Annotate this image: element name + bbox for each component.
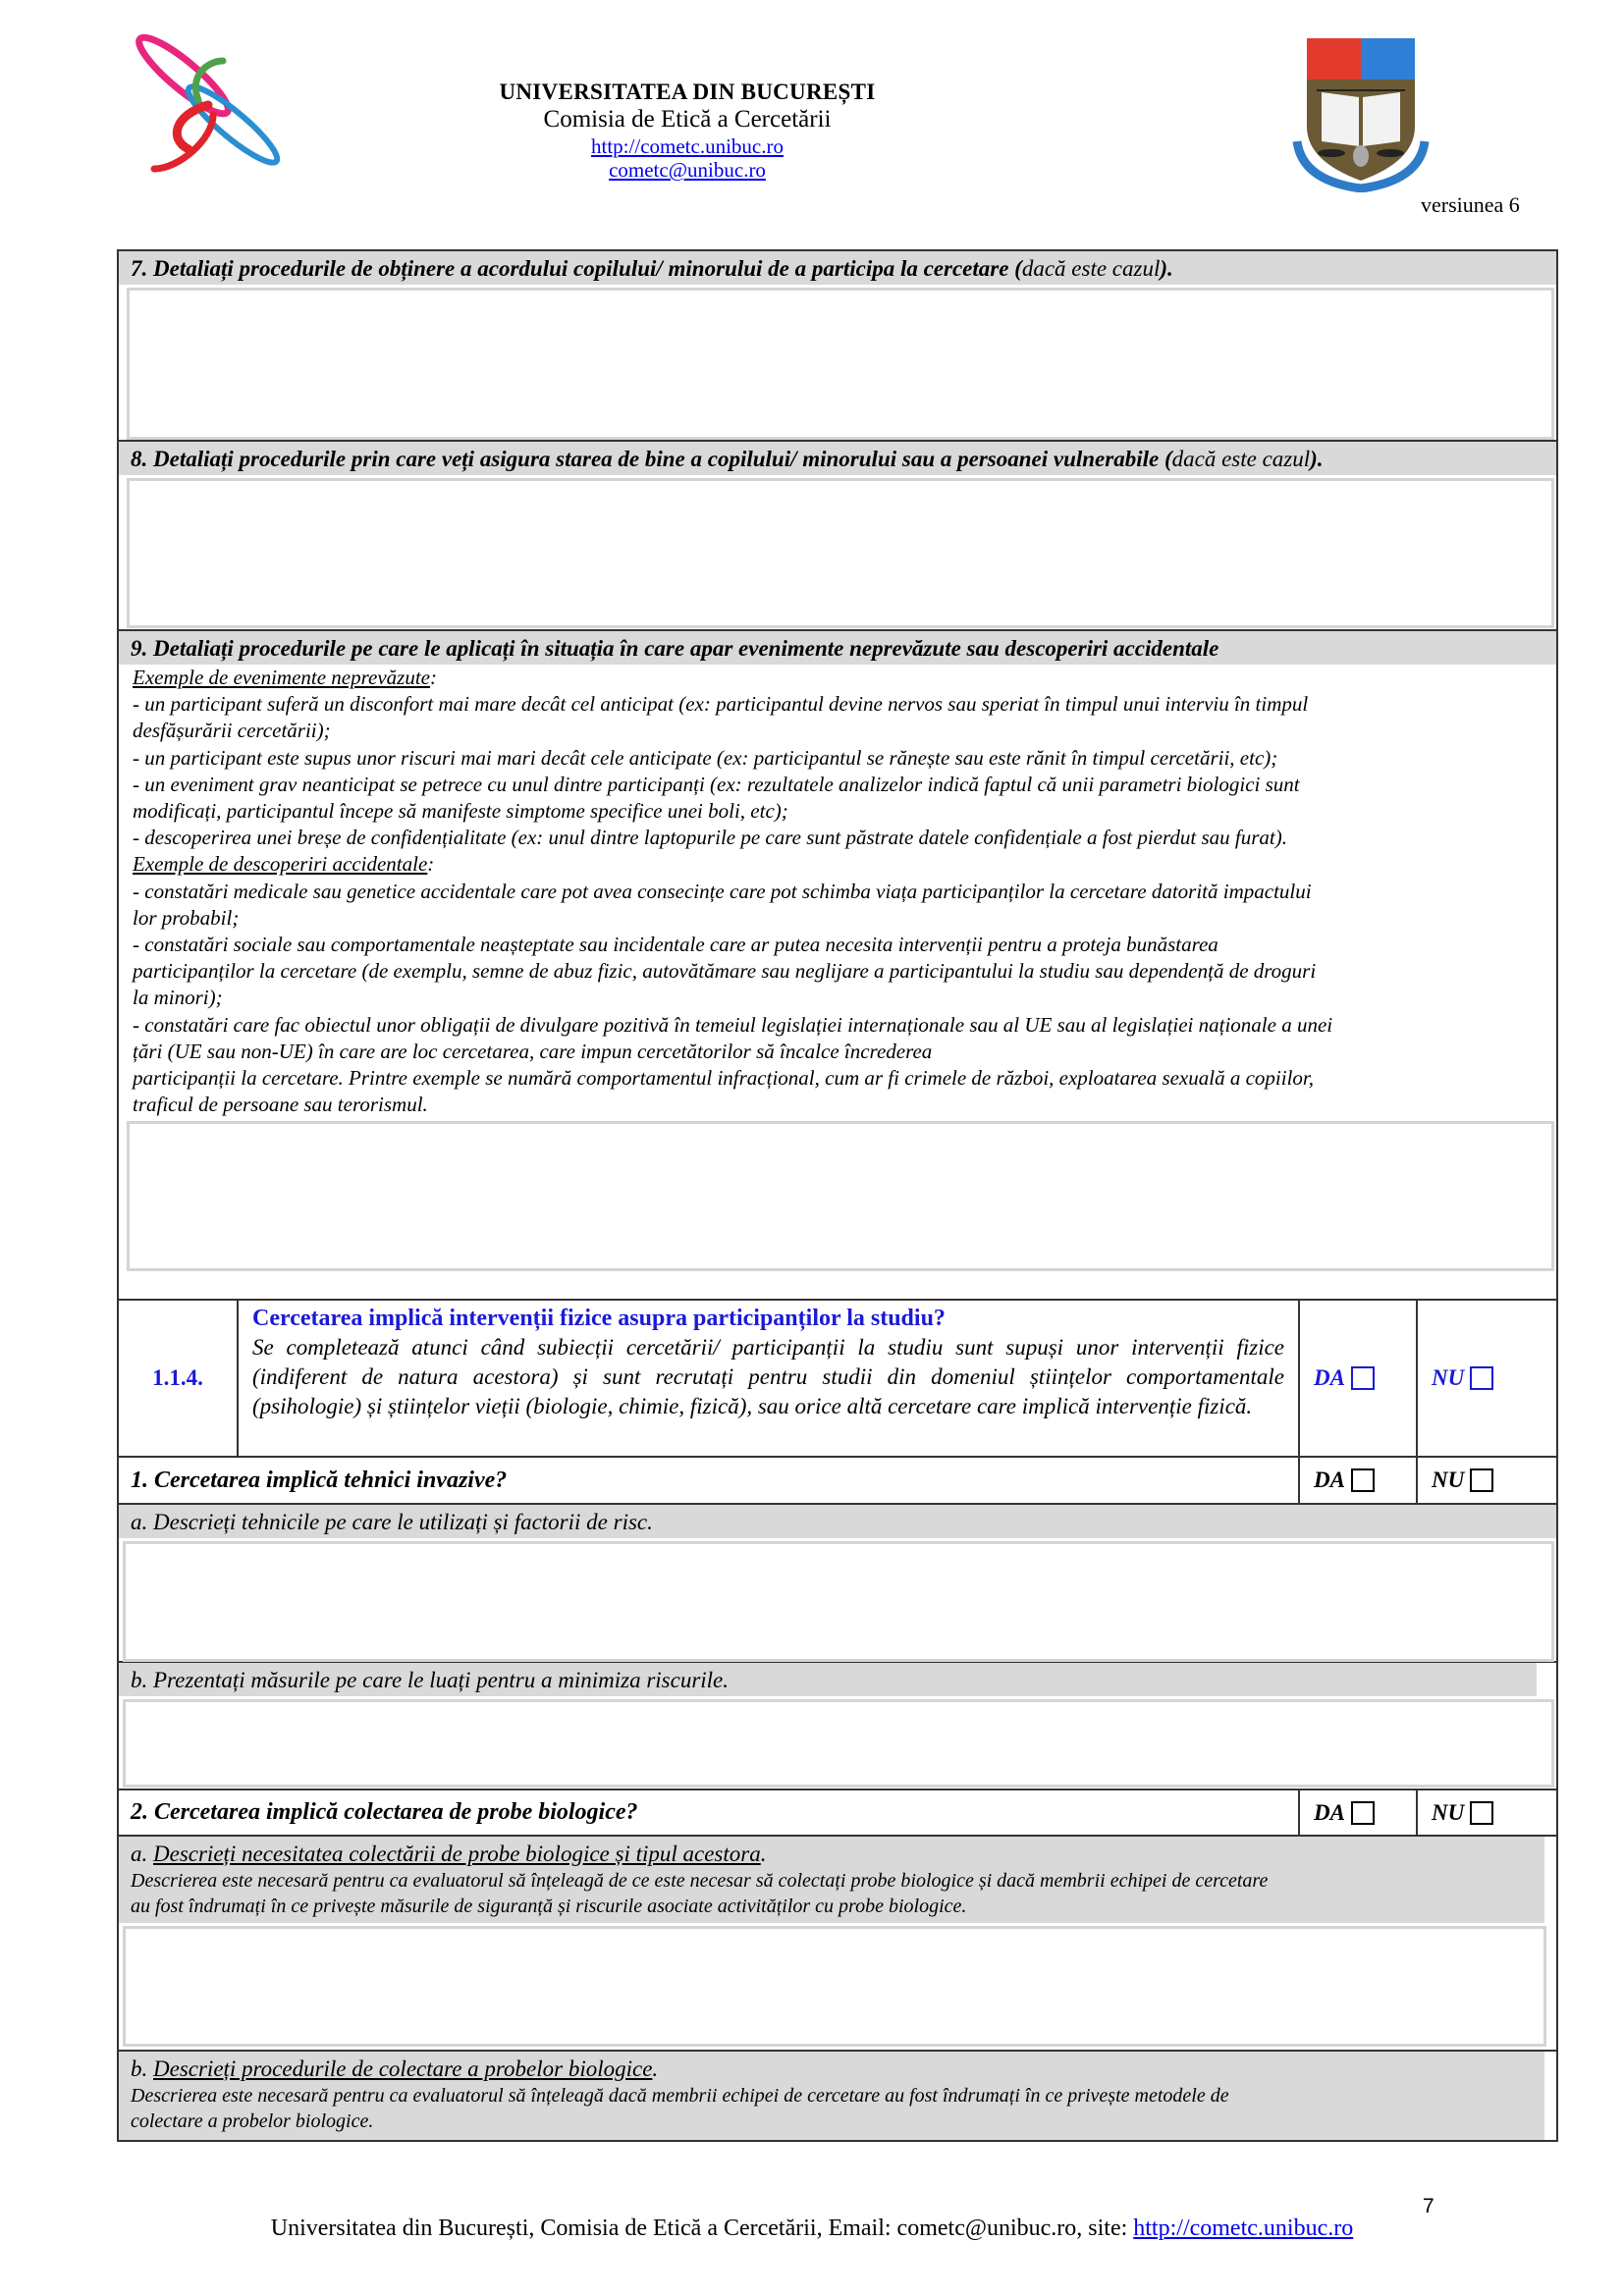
yes-checkbox[interactable] [1351, 1366, 1375, 1390]
invasive-a-answer-field[interactable] [123, 1541, 1554, 1662]
section-1-1-4-text [239, 1301, 1300, 1456]
biosamples-b-help: Descrierea este necesară pentru ca evaluatorul să înțeleagă dacă membrii echipei de cercetare au fost îndrumați în ce privește metodele de [131, 2085, 1229, 2107]
university-name: UNIVERSITATEA DIN BUCUREȘTI [499, 80, 876, 104]
biosamples-a-section [119, 1837, 1556, 2052]
footer-text: Universitatea din București, Comisia de Etică a Cercetării, Email: cometc@unibuc.ro, site: [270, 2216, 1134, 2241]
accidental-heading: Exemple de descoperiri accidentale [133, 852, 428, 877]
page-footer [0, 2216, 1624, 2242]
example-line: - un participant este supus unor riscuri mai mari decât cele anticipate (ex: participantul se rănește sau este rănit în timpul cercetării, etc); [133, 745, 1278, 770]
biosamples-no-checkbox[interactable] [1470, 1801, 1493, 1825]
example-line: - constatări care fac obiectul unor obligații de divulgare pozitivă în temeiul legislației internaționale sau al UE sau al legislației naționale a unei [133, 1012, 1333, 1037]
yes-label: DA [1314, 1468, 1345, 1492]
no-option[interactable] [1418, 1301, 1556, 1456]
yes-label: DA [1314, 1799, 1345, 1825]
example-line: participanții la cercetare. Printre exemple se numără comportamentul infracțional, cum ar fi crimele de război, exploatarea sexuală a copiilor, [133, 1066, 1315, 1091]
q9-answer-field[interactable] [127, 1121, 1554, 1271]
no-label: NU [1432, 1365, 1465, 1390]
section-1-1-4 [119, 1301, 1556, 1458]
q7-answer-field[interactable] [127, 288, 1554, 440]
email-link[interactable]: cometc@unibuc.ro [609, 158, 766, 183]
page-number: 7 [1423, 2195, 1435, 2217]
no-label: NU [1432, 1799, 1465, 1825]
invasive-a-section [119, 1505, 1556, 1663]
q9-examples: Exemple de evenimente neprevăzute: - un participant suferă un disconfort mai mare decât cel anticipat (ex: participantul devine nervos sau speriat în timpul unui interviu în timpul desfășurării cercetării); - un participant este supus unor riscuri mai mari decât cele anticipate (ex: participantul se rănește sau este rănit în timpul cercetării, etc); - un eveniment grav neanticipat se petrece cu unul dintre participanți (ex: rezultatele analizelor indică faptul că unii parametri biologici sunt modificați, participantul începe să manifeste simptome specifice unei boli, etc); - descoperirea unei breșe de confidențialitate (ex: unul dintre laptopurile pe care sunt păstrate datele confidențiale a fost pierdut sau furat). Exemple de descoperiri accidentale: - constatări medicale sau genetice accidentale care pot avea consecințe care pot schimba viața participanților la cercetare datorită impactului lor probabil; - constatări sociale sau comportamentale neașteptate sau incidentale care ar putea necesita intervenții pentru a proteja bunăstarea participanților la cercetare (de exemplu, semne de abuz fizic, autovătămare sau neglijare a participantului la studiu sau dependență de droguri la minori); - constatări care fac obiectul unor obligații de divulgare pozitivă în temeiul legislației internaționale sau al UE sau al legislației naționale a unei țări (UE sau non-UE) în care are loc cercetarea, care impun cercetătorilor să încalce încrederea participanții la cercetare. Printre exemple se numără comportamentul infracțional, cum ar fi crimele de război, exploatarea sexuală a copiilor, traficul de persoane sau terorismul. [119, 665, 1556, 1118]
version-label: versiunea 6 [1421, 192, 1520, 217]
example-line: modificați, participantul începe să manifeste simptome specifice unei boli, etc); [133, 799, 788, 824]
biosamples-b-header [119, 2052, 1544, 2140]
ethics-form-table [117, 249, 1558, 2142]
website-link[interactable]: http://cometc.unibuc.ro [591, 133, 784, 158]
q8-title: 8. Detaliați procedurile prin care veți asigura starea de bine a copilului/ minorului sau a persoanei vulnerabile (dacă este cazul). [119, 442, 1556, 475]
example-line: traficul de persoane sau terorismul. [133, 1093, 428, 1117]
biosamples-b-label: Descrieți procedurile de colectare a probelor biologice [153, 2056, 653, 2081]
section-description: Se completează atunci când subiecții cercetării/ participanții la studiu sunt supuși unor intervenții fizice (indiferent de natura acestora) și sunt recrutați pentru studii din domeniul științelor comportamentale (psihologie) și științelor vieții (biologie, chimie, fizică), sau orice altă cercetare care implică intervenție fizică. [252, 1335, 1284, 1418]
biosamples-a-header [119, 1837, 1544, 1923]
university-crest-icon [1292, 33, 1430, 192]
yes-option[interactable] [1300, 1301, 1418, 1456]
example-line: lor probabil; [133, 905, 240, 930]
footer-site-link[interactable]: http://cometc.unibuc.ro [1133, 2216, 1354, 2241]
biosamples-yes-option[interactable] [1300, 1790, 1418, 1835]
invasive-yes-checkbox[interactable] [1351, 1468, 1375, 1492]
biosamples-question-row [119, 1790, 1556, 1837]
biosamples-a-help: au fost îndrumați în ce privește măsurile de siguranță și riscurile asociate activităților cu probe biologice. [131, 1896, 967, 1917]
section-q8 [119, 442, 1556, 631]
biosamples-a-label: Descrieți necesitatea colectării de probe biologice și tipul acestora [153, 1842, 761, 1866]
example-line: - descoperirea unei breșe de confidențialitate (ex: unul dintre laptopurile pe care sunt păstrate datele confidențiale a fost pierdut sau furat). [133, 826, 1287, 850]
biosamples-a-help: Descrierea este necesară pentru ca evaluatorul să înțeleagă de ce este necesar să colectați probe biologice și dacă membrii echipei de cercetare [131, 1870, 1269, 1892]
example-line: - constatări medicale sau genetice accidentale care pot avea consecințe care pot schimba viața participanților la cercetare datorită impactului [133, 879, 1312, 903]
section-q7 [119, 251, 1556, 442]
page-header [393, 79, 982, 183]
invasive-b-section [119, 1663, 1556, 1790]
example-line: participanților la cercetare (de exemplu, semne de abuz fizic, autovătămare sau neglijare a participantului la studiu sau dependență de droguri [133, 959, 1317, 984]
invasive-yes-option[interactable] [1300, 1458, 1418, 1503]
example-line: - un participant suferă un disconfort mai mare decât cel anticipat (ex: participantul devine nervos sau speriat în timpul unui interviu în timpul [133, 692, 1309, 717]
example-line: desfășurării cercetării); [133, 719, 331, 743]
b-prefix: b. [131, 2056, 153, 2081]
no-label: NU [1432, 1468, 1465, 1492]
example-line: - un eveniment grav neanticipat se petrece cu unul dintre participanți (ex: rezultatele analizelor indică faptul că unii parametri biologici sunt [133, 772, 1300, 796]
biosamples-b-section [119, 2052, 1556, 2140]
q8-answer-field[interactable] [127, 478, 1554, 628]
biosamples-question: 2. Cercetarea implică colectarea de probe biologice? [119, 1790, 1300, 1835]
a-prefix: a. [131, 1842, 153, 1866]
unforeseen-heading: Exemple de evenimente neprevăzute [133, 666, 430, 689]
invasive-question: 1. Cercetarea implică tehnici invazive? [119, 1458, 1300, 1503]
section-q9 [119, 631, 1556, 1301]
biosamples-yes-checkbox[interactable] [1351, 1801, 1375, 1825]
q7-title: 7. Detaliați procedurile de obținere a acordului copilului/ minorului de a participa la cercetare (dacă este cazul). [119, 251, 1556, 285]
invasive-b-label: b. Prezentați măsurile pe care le luați pentru a minimiza riscurile. [119, 1663, 1537, 1696]
example-line: la minori); [133, 986, 223, 1010]
invasive-b-answer-field[interactable] [123, 1699, 1554, 1788]
yes-label: DA [1314, 1365, 1345, 1390]
biosamples-b-help: colectare a probelor biologice. [131, 2110, 374, 2132]
example-line: țări (UE sau non-UE) în care are loc cercetarea, care impun cercetătorilor să încalce încrederea [133, 1039, 933, 1063]
q9-title: 9. Detaliați procedurile pe care le aplicați în situația în care apar evenimente neprevăzute sau descoperiri accidentale [119, 631, 1556, 665]
section-number: 1.1.4. [119, 1301, 239, 1456]
section-question: Cercetarea implică intervenții fizice asupra participanților la studiu? [252, 1306, 946, 1331]
a-suffix: . [760, 1842, 767, 1866]
cometc-logo-icon [130, 31, 287, 179]
biosamples-a-answer-field[interactable] [123, 1926, 1546, 2047]
example-line: - constatări sociale sau comportamentale neașteptate sau incidentale care ar putea necesita intervenții pentru a proteja bunăstarea [133, 933, 1218, 957]
b-suffix: . [652, 2056, 659, 2081]
committee-name: Comisia de Etică a Cercetării [543, 106, 832, 133]
invasive-no-option[interactable] [1418, 1458, 1556, 1503]
invasive-no-checkbox[interactable] [1470, 1468, 1493, 1492]
biosamples-no-option[interactable] [1418, 1790, 1556, 1835]
invasive-a-label: a. Descrieți tehnicile pe care le utilizați și factorii de risc. [119, 1505, 1556, 1538]
invasive-question-row [119, 1458, 1556, 1505]
no-checkbox[interactable] [1470, 1366, 1493, 1390]
